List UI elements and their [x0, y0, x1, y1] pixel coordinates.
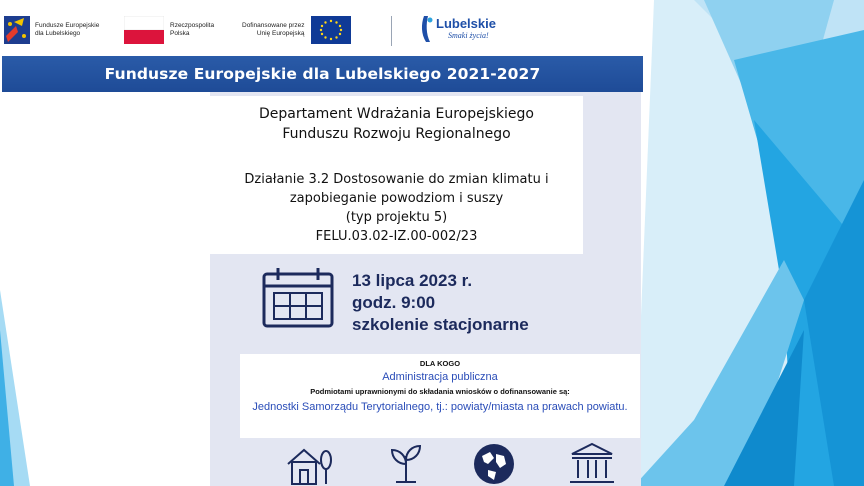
rp-line2: Polska [170, 30, 190, 37]
department-line1: Departament Wdrażania Europejskiego [258, 106, 534, 122]
header-title-bar [2, 56, 643, 92]
logo-divider [391, 16, 392, 46]
department-name [210, 104, 583, 144]
logo-bar [0, 0, 660, 54]
polish-flag-icon [124, 16, 164, 44]
plant-icon [388, 442, 424, 486]
audience-box [240, 354, 640, 438]
eu-cofunded-line1: Dofinansowane przez [242, 22, 305, 29]
lubelskie-name: Lubelskie [436, 16, 496, 31]
eu-funds-logo [4, 16, 99, 44]
event-type: szkolenie stacjonarne [352, 315, 529, 334]
eligible-value: Jednostki Samorządu Terytorialnego, tj.: powiaty/miasta na prawach powiatu. [252, 401, 628, 413]
event-time: godz. 9:00 [352, 293, 436, 312]
rp-logo [124, 16, 214, 44]
eu-funds-line2: dla Lubelskiego [35, 30, 81, 37]
audience-group: Administracja publiczna [382, 371, 498, 383]
rp-line1: Rzeczpospolita [170, 22, 215, 29]
eu-cofunded-line2: Unię Europejską [256, 30, 305, 37]
lubelskie-logo [420, 14, 496, 44]
eu-funds-line1: Fundusze Europejskie [35, 22, 100, 29]
eu-funds-logo-icon [4, 16, 30, 44]
action-line4: FELU.03.02-IZ.00-002/23 [315, 229, 478, 244]
action-line3: (typ projektu 5) [345, 210, 448, 225]
eu-flag-icon [311, 16, 351, 44]
house-icon [286, 442, 334, 486]
event-date: 13 lipca 2023 r. [352, 271, 473, 290]
action-line2: zapobieganie powodziom i suszy [289, 191, 504, 206]
background-shapes-right [634, 0, 864, 486]
lubelskie-logo-icon [420, 14, 434, 44]
calendar-icon [262, 266, 334, 328]
event-details [352, 270, 529, 336]
globe-icon [472, 442, 516, 486]
action-description [210, 170, 583, 246]
institution-icon [568, 442, 616, 486]
action-line1: Działanie 3.2 Dostosowanie do zmian klimatu i [244, 172, 549, 187]
lubelskie-tagline: Smaki życia! [448, 31, 489, 40]
header-title: Fundusze Europejskie dla Lubelskiego 2021-2027 [104, 65, 541, 83]
eu-cofunded-logo [242, 16, 351, 44]
audience-title: DLA KOGO [419, 359, 461, 368]
eligible-label: Podmiotami uprawnionymi do składania wniosków o dofinansowanie są: [310, 387, 570, 396]
department-line2: Funduszu Rozwoju Regionalnego [282, 126, 511, 142]
